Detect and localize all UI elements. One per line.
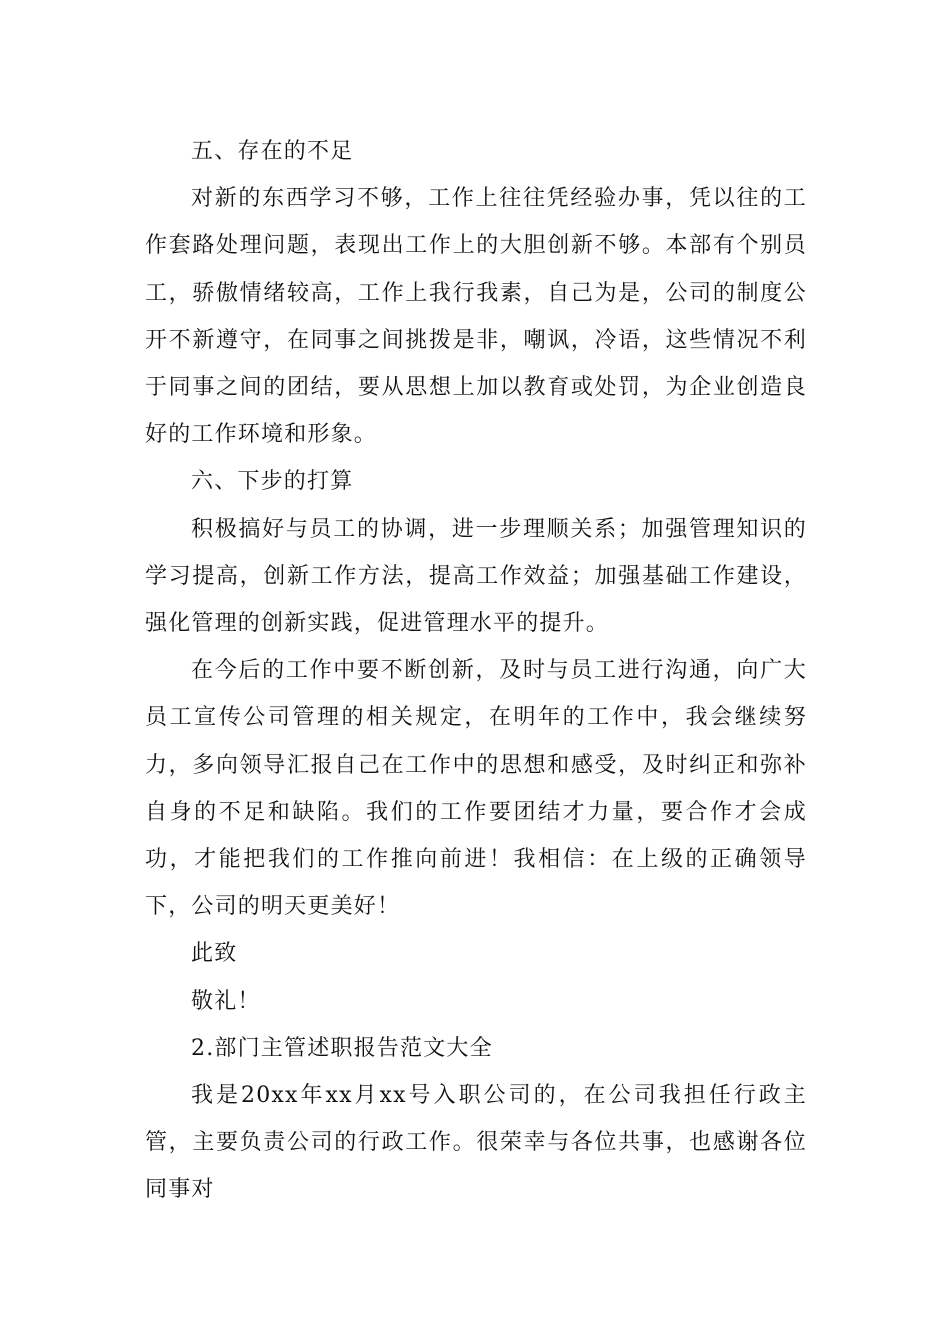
closing-paragraph: 在今后的工作中要不断创新，及时与员工进行沟通，向广大员工宣传公司管理的相关规定，在明年的工作中，我会继续努力，多向领导汇报自己在工作中的思想和感受，及时纠正和弥补自身的不足和缺陷。我们的工作要团结才力量，要合作才会成功，才能把我们的工作推向前进！我相信：在上级的正确领导下，公司的明天更美好！ xyxy=(145,658,807,920)
shortcomings-paragraph: 对新的东西学习不够，工作上往往凭经验办事，凭以往的工作套路处理问题，表现出工作上的大胆创新不够。本部有个别员工，骄傲情绪较高，工作上我行我素，自己为是，公司的制度公开不新遵守，在同事之间挑拨是非，嘲讽，冷语，这些情况不利于同事之间的团结，要从思想上加以教育或处罚，为企业创造良好的工作环境和形象。 xyxy=(145,186,807,448)
document-body xyxy=(145,128,807,1214)
section-heading-next-steps: 六、下步的打算 xyxy=(191,469,354,495)
article-title: 2.部门主管述职报告范文大全 xyxy=(191,1035,493,1061)
salutation-line: 此致 xyxy=(191,941,238,967)
next-steps-paragraph: 积极搞好与员工的协调，进一步理顺关系；加强管理知识的学习提高，创新工作方法，提高工作效益；加强基础工作建设，强化管理的创新实践，促进管理水平的提升。 xyxy=(145,516,807,637)
section-heading-shortcomings: 五、存在的不足 xyxy=(191,139,354,164)
intro-paragraph: 我是20xx年xx月xx号入职公司的，在公司我担任行政主管，主要负责公司的行政工作。很荣幸与各位共事，也感谢各位同事对 xyxy=(145,1083,807,1203)
regards-line: 敬礼！ xyxy=(191,988,261,1014)
